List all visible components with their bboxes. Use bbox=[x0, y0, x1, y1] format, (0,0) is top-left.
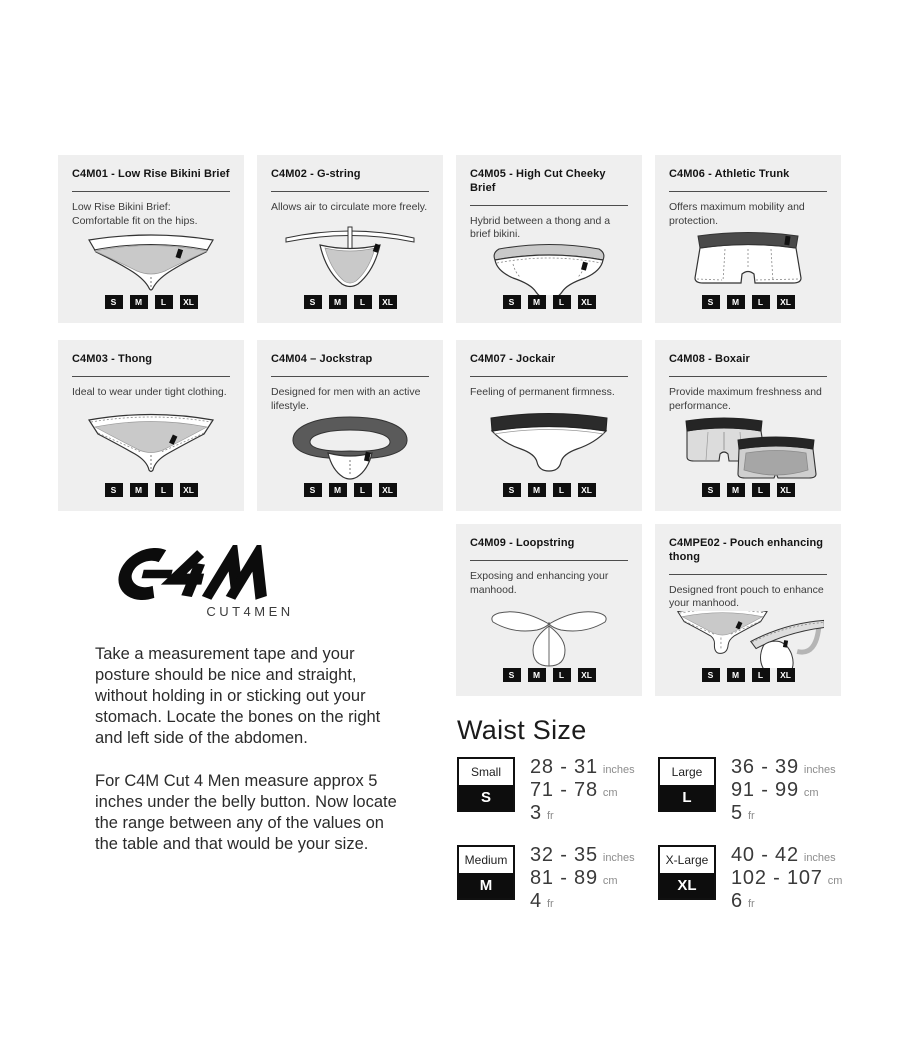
cheeky-brief-illustration bbox=[470, 242, 628, 295]
product-card-c4m02 bbox=[257, 155, 443, 323]
product-title: C4M05 - High Cut Cheeky Brief bbox=[470, 168, 606, 194]
size-badge-xl: XL bbox=[578, 295, 596, 309]
size-badges bbox=[470, 295, 628, 309]
cm-range: 71 - 78 bbox=[530, 779, 598, 801]
size-values bbox=[530, 757, 635, 826]
size-badge-m: M bbox=[727, 483, 745, 497]
measurement-instructions bbox=[95, 644, 400, 877]
inches-range: 36 - 39 bbox=[731, 756, 799, 778]
inches-range: 32 - 35 bbox=[530, 844, 598, 866]
product-card-c4m01 bbox=[58, 155, 244, 323]
size-label: Large bbox=[660, 759, 714, 785]
divider bbox=[271, 191, 429, 192]
product-title: C4M03 - Thong bbox=[72, 353, 153, 365]
product-card-c4m06 bbox=[655, 155, 841, 323]
jockair-illustration bbox=[470, 400, 628, 483]
c4m-logo bbox=[90, 545, 295, 603]
product-description: Offers maximum mobility and protection. bbox=[669, 200, 805, 227]
cm-unit: cm bbox=[602, 875, 618, 887]
size-badges bbox=[271, 295, 429, 309]
product-card-c4m05 bbox=[456, 155, 642, 323]
inches-unit: inches bbox=[602, 852, 635, 864]
size-badge-s: S bbox=[503, 295, 521, 309]
size-badge-s: S bbox=[702, 483, 720, 497]
size-badge-xl: XL bbox=[578, 668, 596, 682]
size-entry-medium bbox=[457, 845, 648, 914]
size-badge-m: M bbox=[130, 295, 148, 309]
size-entry-x-large bbox=[658, 845, 849, 914]
product-title: C4MPE02 - Pouch enhancing thong bbox=[669, 537, 824, 563]
inches-unit: inches bbox=[803, 764, 836, 776]
waist-size-heading: Waist Size bbox=[457, 715, 587, 745]
size-badge-m: M bbox=[528, 295, 546, 309]
size-badge-l: L bbox=[155, 483, 173, 497]
size-badge-s: S bbox=[702, 668, 720, 682]
size-letter: M bbox=[459, 873, 513, 898]
size-entry-small bbox=[457, 757, 648, 826]
size-badge-xl: XL bbox=[578, 483, 596, 497]
cm-unit: cm bbox=[827, 875, 843, 887]
size-badge-s: S bbox=[702, 295, 720, 309]
size-badge-l: L bbox=[354, 483, 372, 497]
thong-illustration bbox=[72, 400, 230, 483]
inches-unit: inches bbox=[803, 852, 836, 864]
product-title: C4M08 - Boxair bbox=[669, 353, 750, 365]
size-entry-large bbox=[658, 757, 849, 826]
size-badge-m: M bbox=[329, 483, 347, 497]
inches-range: 40 - 42 bbox=[731, 844, 799, 866]
size-badge-l: L bbox=[752, 295, 770, 309]
divider bbox=[72, 376, 230, 377]
product-description: Provide maximum freshness and performance. bbox=[669, 385, 822, 412]
divider bbox=[72, 191, 230, 192]
brand-name: CUT4MEN bbox=[206, 604, 294, 619]
size-badge-l: L bbox=[553, 668, 571, 682]
size-badge-s: S bbox=[503, 483, 521, 497]
product-description: Designed for men with an active lifestyle. bbox=[271, 385, 421, 412]
size-values bbox=[530, 845, 635, 914]
size-badge-s: S bbox=[503, 668, 521, 682]
size-badge-xl: XL bbox=[777, 483, 795, 497]
product-description: Hybrid between a thong and a brief bikini. bbox=[470, 214, 611, 241]
product-description: Designed front pouch to enhance your manhood. bbox=[669, 583, 824, 610]
fr-unit: fr bbox=[747, 898, 755, 910]
product-description: Ideal to wear under tight clothing. bbox=[72, 385, 227, 398]
cm-unit: cm bbox=[803, 787, 819, 799]
cm-range: 102 - 107 bbox=[731, 867, 823, 889]
divider bbox=[470, 376, 628, 377]
loopstring-illustration bbox=[470, 597, 628, 668]
brand-block bbox=[90, 545, 410, 619]
size-badge-s: S bbox=[304, 483, 322, 497]
boxair-illustration bbox=[669, 413, 827, 483]
size-letter: L bbox=[660, 785, 714, 810]
measurement-instructions-paragraph-2: For C4M Cut 4 Men measure approx 5 inches under the belly button. Now locate the range between any of the values on the table and that would be your size. bbox=[95, 771, 397, 853]
size-badge-m: M bbox=[528, 483, 546, 497]
size-badge-xl: XL bbox=[379, 483, 397, 497]
product-description: Allows air to circulate more freely. bbox=[271, 200, 428, 213]
size-box bbox=[658, 757, 716, 812]
athletic-trunk-illustration bbox=[669, 228, 827, 295]
product-card-c4m07 bbox=[456, 340, 642, 511]
product-title: C4M02 - G-string bbox=[271, 168, 361, 180]
size-box bbox=[457, 757, 515, 812]
size-badge-l: L bbox=[553, 295, 571, 309]
product-card-c4mpe02 bbox=[655, 524, 841, 696]
size-label: X-Large bbox=[660, 847, 714, 873]
size-badge-l: L bbox=[752, 668, 770, 682]
g-string-illustration bbox=[271, 215, 429, 295]
size-label: Small bbox=[459, 759, 513, 785]
size-box bbox=[457, 845, 515, 900]
product-description: Low Rise Bikini Brief: Comfortable fit on the hips. bbox=[72, 200, 198, 227]
product-title: C4M06 - Athletic Trunk bbox=[669, 168, 790, 180]
product-title: C4M09 - Loopstring bbox=[470, 537, 575, 549]
size-badge-s: S bbox=[105, 295, 123, 309]
product-title: C4M01 - Low Rise Bikini Brief bbox=[72, 168, 230, 180]
size-badge-m: M bbox=[130, 483, 148, 497]
bikini-brief-illustration bbox=[72, 228, 230, 295]
divider bbox=[669, 376, 827, 377]
product-title: C4M04 – Jockstrap bbox=[271, 353, 373, 365]
size-badge-l: L bbox=[752, 483, 770, 497]
size-badges bbox=[669, 483, 827, 497]
fr-unit: fr bbox=[546, 898, 554, 910]
inches-range: 28 - 31 bbox=[530, 756, 598, 778]
pouch-thong-illustration bbox=[669, 611, 827, 668]
size-badge-m: M bbox=[329, 295, 347, 309]
size-badge-xl: XL bbox=[777, 295, 795, 309]
cm-range: 81 - 89 bbox=[530, 867, 598, 889]
size-badges bbox=[669, 668, 827, 682]
product-card-c4m08 bbox=[655, 340, 841, 511]
fr-value: 5 bbox=[731, 802, 743, 824]
size-badge-xl: XL bbox=[180, 295, 198, 309]
size-badges bbox=[470, 483, 628, 497]
divider bbox=[470, 205, 628, 206]
waist-size-table bbox=[457, 757, 849, 914]
fr-unit: fr bbox=[546, 810, 554, 822]
size-badges bbox=[470, 668, 628, 682]
size-badge-l: L bbox=[553, 483, 571, 497]
divider bbox=[271, 376, 429, 377]
product-card-c4m09 bbox=[456, 524, 642, 696]
product-card-c4m03 bbox=[58, 340, 244, 511]
divider bbox=[669, 574, 827, 575]
product-description: Feeling of permanent firmness. bbox=[470, 385, 615, 398]
size-values bbox=[731, 845, 842, 914]
size-badge-xl: XL bbox=[379, 295, 397, 309]
size-badges bbox=[669, 295, 827, 309]
size-letter: S bbox=[459, 785, 513, 810]
size-label: Medium bbox=[459, 847, 513, 873]
product-title: C4M07 - Jockair bbox=[470, 353, 556, 365]
size-badge-l: L bbox=[354, 295, 372, 309]
divider bbox=[470, 560, 628, 561]
size-badge-l: L bbox=[155, 295, 173, 309]
jockstrap-illustration bbox=[271, 413, 429, 483]
size-badges bbox=[271, 483, 429, 497]
size-letter: XL bbox=[660, 873, 714, 898]
size-badge-xl: XL bbox=[180, 483, 198, 497]
size-badges bbox=[72, 295, 230, 309]
size-values bbox=[731, 757, 836, 826]
cm-range: 91 - 99 bbox=[731, 779, 799, 801]
size-badge-xl: XL bbox=[777, 668, 795, 682]
measurement-instructions-paragraph-1: Take a measurement tape and your posture should be nice and straight, without holding in or sticking out your stomach. Locate the bones on the right and left side of the abdomen. bbox=[95, 645, 381, 747]
fr-value: 4 bbox=[530, 890, 542, 912]
divider bbox=[669, 191, 827, 192]
size-badge-m: M bbox=[727, 668, 745, 682]
cm-unit: cm bbox=[602, 787, 618, 799]
size-badge-m: M bbox=[727, 295, 745, 309]
size-badge-s: S bbox=[105, 483, 123, 497]
fr-unit: fr bbox=[747, 810, 755, 822]
product-description: Exposing and enhancing your manhood. bbox=[470, 569, 609, 596]
fr-value: 6 bbox=[731, 890, 743, 912]
fr-value: 3 bbox=[530, 802, 542, 824]
size-box bbox=[658, 845, 716, 900]
size-badges bbox=[72, 483, 230, 497]
size-badge-m: M bbox=[528, 668, 546, 682]
product-card-c4m04 bbox=[257, 340, 443, 511]
size-badge-s: S bbox=[304, 295, 322, 309]
inches-unit: inches bbox=[602, 764, 635, 776]
